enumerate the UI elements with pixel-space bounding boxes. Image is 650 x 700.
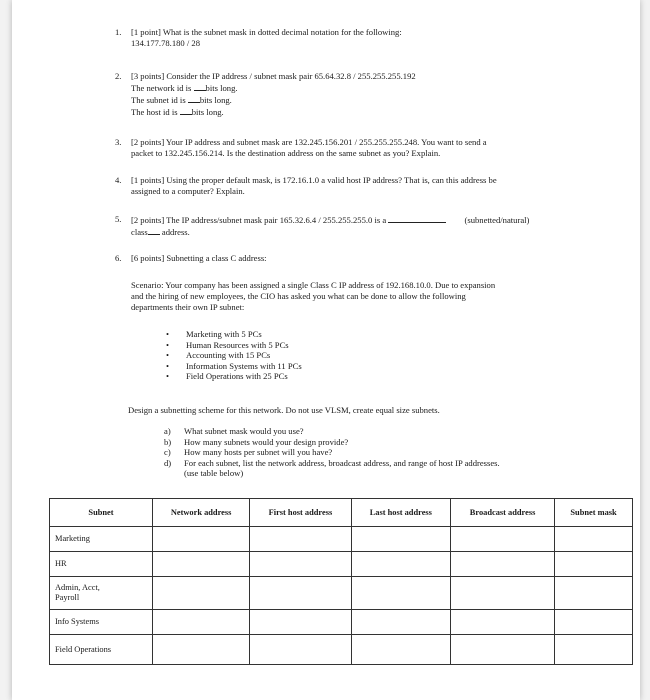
question-6 [115, 253, 267, 264]
list-item [164, 361, 302, 372]
table-cell[interactable] [153, 577, 250, 610]
table-cell[interactable] [351, 577, 450, 610]
column-header: Subnet [50, 499, 153, 527]
department-list [164, 329, 302, 382]
answer-blank[interactable] [194, 82, 206, 91]
subquestion-letter: a) [164, 426, 171, 436]
bullet-icon: • [166, 329, 170, 339]
host-id-label: The host id is [131, 107, 178, 117]
document-page [12, 0, 640, 700]
subquestion-letter: b) [164, 436, 172, 447]
table-cell[interactable] [153, 635, 250, 665]
question-5-line-2 [131, 226, 529, 238]
question-number: 6. [115, 253, 122, 263]
question-number: 3. [115, 137, 122, 147]
row-label [50, 610, 153, 635]
column-header: Last host address [351, 499, 450, 527]
question-5-options: (subnetted/natural) [464, 215, 530, 225]
row-label [50, 635, 153, 665]
answer-blank[interactable] [388, 214, 446, 223]
table-cell[interactable] [351, 610, 450, 635]
subquestion-text: How many subnets would your design provide? [184, 436, 349, 447]
question-number: 2. [115, 71, 122, 81]
table-cell[interactable] [250, 552, 351, 577]
subnet-id-line [131, 94, 416, 106]
row-label [50, 527, 153, 552]
network-id-line [131, 82, 416, 94]
department-label: Marketing with 5 PCs [186, 329, 262, 339]
subquestion-note: (use table below) [184, 468, 244, 479]
question-2 [115, 71, 416, 118]
table-row [50, 577, 633, 610]
table-cell[interactable] [153, 552, 250, 577]
subquestion-letter: d) [164, 457, 172, 468]
department-label: Information Systems with 11 PCs [186, 360, 302, 371]
table-cell[interactable] [250, 635, 351, 665]
subnet-id-label: The subnet id is [131, 95, 186, 105]
subquestion-list [164, 426, 500, 479]
subnet-table [49, 498, 633, 665]
table-cell[interactable] [250, 577, 351, 610]
table-cell[interactable] [555, 610, 633, 635]
question-3-text-2: packet to 132.245.156.214. Is the destination address on the same subnet as you? Explain. [131, 148, 441, 158]
network-id-suffix: bits long. [205, 83, 238, 93]
bullet-icon: • [166, 339, 170, 350]
question-number: 1. [115, 27, 122, 37]
question-4 [115, 175, 497, 197]
table-cell[interactable] [250, 527, 351, 552]
scenario-line: and the hiring of new employees, the CIO has asked you what can be done to allow the following [131, 291, 466, 301]
row-label-text: HR [55, 559, 67, 568]
list-item [164, 371, 302, 382]
question-6-title: [6 points] Subnetting a class C address: [131, 253, 267, 263]
scenario [115, 280, 495, 313]
column-header: Subnet mask [555, 499, 633, 527]
table-cell[interactable] [250, 610, 351, 635]
address-label: address. [161, 227, 190, 237]
list-item [164, 468, 500, 479]
question-1-address: 134.177.78.180 / 28 [131, 38, 200, 48]
list-item [164, 437, 500, 448]
question-number: 5. [115, 214, 122, 224]
list-item [164, 340, 302, 351]
subquestion-text: What subnet mask would you use? [184, 426, 304, 436]
department-label: Field Operations with 25 PCs [186, 371, 288, 382]
host-id-suffix: bits long. [191, 107, 224, 117]
question-4-text: [1 points] Using the proper default mask, is 172.16.1.0 a valid host IP address? That is, can this address be [131, 175, 497, 185]
table-row [50, 635, 633, 665]
table-cell[interactable] [555, 635, 633, 665]
column-header: Network address [153, 499, 250, 527]
bullet-icon: • [166, 360, 170, 371]
department-label: Human Resources with 5 PCs [186, 339, 289, 350]
table-row [50, 552, 633, 577]
question-1 [115, 27, 402, 49]
row-label-text: Admin, Acct, [55, 583, 100, 592]
scenario-line: departments their own IP subnet: [131, 302, 245, 312]
list-item [164, 447, 500, 458]
row-label-text: Marketing [55, 534, 90, 543]
row-label-text: Field Operations [55, 644, 112, 654]
question-5-prompt: [2 points] The IP address/subnet mask pair 165.32.6.4 / 255.255.255.0 is a [131, 215, 387, 225]
table-cell[interactable] [351, 635, 450, 665]
department-label: Accounting with 15 PCs [186, 350, 271, 361]
column-header: First host address [250, 499, 351, 527]
table-cell[interactable] [351, 552, 450, 577]
subquestion-letter: c) [164, 447, 171, 458]
table-cell[interactable] [451, 552, 555, 577]
class-label: class [131, 227, 148, 237]
design-instruction: Design a subnetting scheme for this network. Do not use VLSM, create equal size subnets. [128, 405, 440, 415]
table-cell[interactable] [351, 527, 450, 552]
row-label-text: Info Systems [55, 617, 99, 626]
table-header-row [50, 499, 633, 527]
table-row [50, 610, 633, 635]
subquestion-text: For each subnet, list the network address, broadcast address, and range of host IP addresses. [184, 457, 500, 468]
list-item [164, 329, 302, 340]
row-label [50, 577, 153, 610]
question-3 [115, 137, 487, 159]
table-cell[interactable] [555, 552, 633, 577]
question-2-text: [3 points] Consider the IP address / subnet mask pair 65.64.32.8 / 255.255.255.192 [131, 71, 416, 81]
table-cell[interactable] [451, 527, 555, 552]
answer-blank[interactable] [188, 94, 200, 103]
list-item [164, 350, 302, 361]
list-item [164, 426, 500, 437]
bullet-icon: • [166, 350, 170, 361]
table-cell[interactable] [555, 527, 633, 552]
question-3-text: [2 points] Your IP address and subnet mask are 132.245.156.201 / 255.255.255.248. You want to send a [131, 137, 487, 147]
column-header: Broadcast address [451, 499, 555, 527]
answer-blank[interactable] [148, 226, 160, 235]
table-cell[interactable] [555, 577, 633, 610]
question-1-text: [1 point] What is the subnet mask in dotted decimal notation for the following: [131, 27, 402, 37]
row-label [50, 552, 153, 577]
question-5-text [131, 214, 529, 226]
question-number: 4. [115, 175, 122, 185]
question-5 [115, 214, 529, 238]
question-4-text-2: assigned to a computer? Explain. [131, 186, 245, 196]
list-item [164, 458, 500, 469]
table-cell[interactable] [153, 527, 250, 552]
table-cell[interactable] [451, 610, 555, 635]
subnet-id-suffix: bits long. [199, 95, 232, 105]
host-id-line [131, 106, 416, 118]
answer-blank[interactable] [180, 106, 192, 115]
bullet-icon: • [166, 371, 170, 382]
table-cell[interactable] [451, 635, 555, 665]
table-row [50, 527, 633, 552]
table-cell[interactable] [451, 577, 555, 610]
row-label-text: Payroll [55, 593, 80, 602]
network-id-label: The network id is [131, 83, 192, 93]
scenario-line: Scenario: Your company has been assigned a single Class C IP address of 192.168.10.0. Due to expansion [131, 280, 496, 290]
table-cell[interactable] [153, 610, 250, 635]
subquestion-text: How many hosts per subnet will you have? [184, 447, 333, 458]
